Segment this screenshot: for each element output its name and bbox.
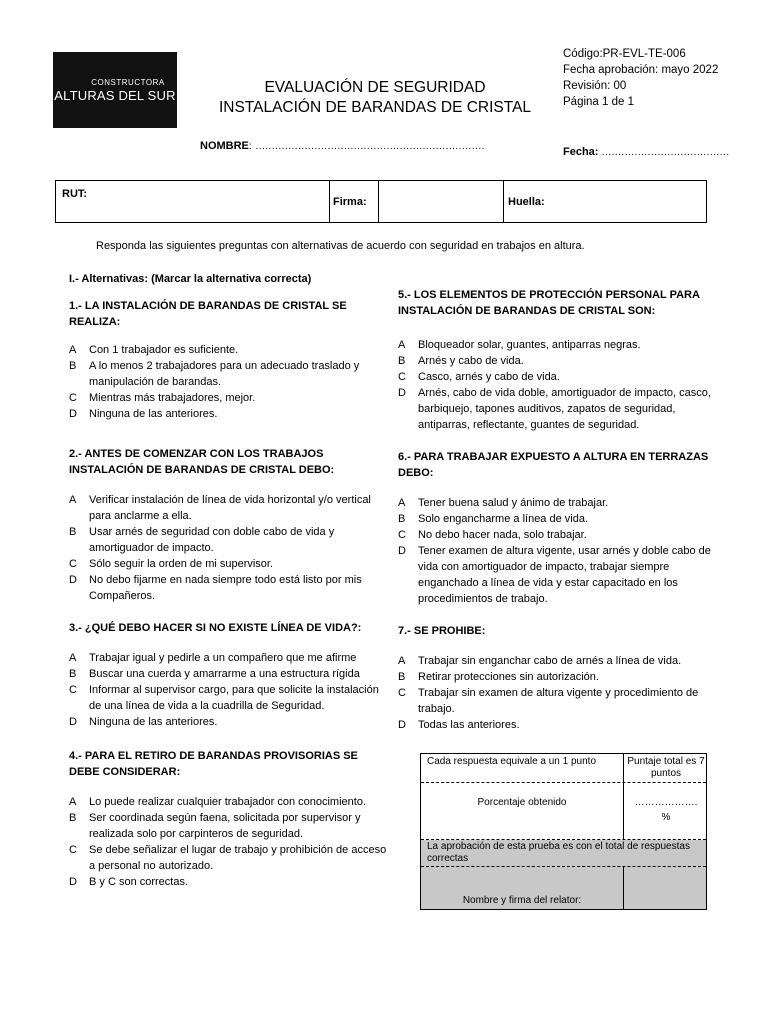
option-text: Trabajar igual y pedirle a un compañero que me afirme bbox=[89, 652, 357, 664]
option-letter: D bbox=[69, 574, 77, 586]
option-letter: C bbox=[69, 392, 77, 404]
option-letter: B bbox=[69, 812, 77, 824]
question-6-option-a[interactable] bbox=[398, 495, 713, 511]
question-1-option-b[interactable] bbox=[69, 358, 389, 390]
option-letter: C bbox=[69, 684, 77, 696]
option-text: Usar arnés de seguridad con doble cabo de vida y amortiguador de impacto. bbox=[89, 526, 335, 554]
option-letter: A bbox=[69, 652, 77, 664]
option-text: Trabajar sin enganchar cabo de arnés a línea de vida. bbox=[418, 655, 682, 667]
option-text: Solo engancharme a línea de vida. bbox=[418, 513, 589, 525]
total-points: Puntaje total es 7 puntos bbox=[627, 756, 705, 779]
firma-cell[interactable] bbox=[379, 181, 504, 222]
firma-label-cell bbox=[330, 181, 379, 222]
option-text: Ninguna de las anteriores. bbox=[89, 408, 218, 420]
option-text: Bloqueador solar, guantes, antiparras negras. bbox=[418, 339, 641, 351]
question-5-option-b[interactable] bbox=[398, 353, 713, 369]
option-letter: A bbox=[398, 655, 406, 667]
option-text: B y C son correctas. bbox=[89, 876, 189, 888]
huella-label: Huella: bbox=[508, 196, 545, 208]
question-1-options bbox=[69, 342, 389, 422]
question-6-title: 6.- PARA TRABAJAR EXPUESTO A ALTURA EN TERRAZAS DEBO: bbox=[398, 451, 709, 479]
option-text: Arnés y cabo de vida. bbox=[418, 355, 524, 367]
nombre-label: NOMBRE bbox=[200, 140, 249, 152]
question-1-option-a[interactable] bbox=[69, 342, 389, 358]
question-6-options bbox=[398, 495, 713, 607]
question-1-option-c[interactable] bbox=[69, 390, 389, 406]
option-text: A lo menos 2 trabajadores para un adecuado traslado y manipulación de barandas. bbox=[89, 360, 360, 388]
question-4-title: 4.- PARA EL RETIRO DE BARANDAS PROVISORIAS SE DEBE CONSIDERAR: bbox=[69, 750, 358, 778]
question-6-option-b[interactable] bbox=[398, 511, 713, 527]
question-5-title: 5.- LOS ELEMENTOS DE PROTECCIÓN PERSONAL PARA INSTALACIÓN DE BARANDAS DE CRISTAL SON: bbox=[398, 289, 700, 317]
option-text: Buscar una cuerda y amarrarme a una estructura rígida bbox=[89, 668, 360, 680]
option-text: Informar al supervisor cargo, para que solicite la instalación de una línea de vida a la cuadrilla de Seguridad. bbox=[89, 684, 379, 712]
question-4-options bbox=[69, 794, 389, 890]
score-row-signature bbox=[421, 867, 706, 909]
option-letter: D bbox=[398, 387, 406, 399]
document-title bbox=[200, 78, 550, 118]
question-6-option-c[interactable] bbox=[398, 527, 713, 543]
question-3-title: 3.- ¿QUÉ DEBO HACER SI NO EXISTE LÍNEA DE VIDA?: bbox=[69, 622, 362, 634]
option-letter: C bbox=[398, 529, 406, 541]
huella-cell[interactable] bbox=[504, 181, 706, 222]
score-row-percentage bbox=[421, 783, 706, 840]
rut-label: RUT: bbox=[62, 188, 88, 200]
option-text: Ninguna de las anteriores. bbox=[89, 716, 218, 728]
question-4-option-d[interactable] bbox=[69, 874, 389, 890]
question-2-option-d[interactable] bbox=[69, 572, 389, 604]
question-3-options bbox=[69, 650, 389, 730]
title-line-2: INSTALACIÓN DE BARANDAS DE CRISTAL bbox=[218, 99, 532, 116]
company-logo bbox=[53, 52, 177, 128]
question-5-option-a[interactable] bbox=[398, 337, 713, 353]
option-letter: C bbox=[398, 371, 406, 383]
option-letter: A bbox=[69, 796, 77, 808]
option-letter: D bbox=[69, 408, 77, 420]
question-1-title: 1.- LA INSTALACIÓN DE BARANDAS DE CRISTAL SE REALIZA: bbox=[69, 300, 347, 328]
question-7-option-c[interactable] bbox=[398, 685, 713, 717]
option-letter: C bbox=[69, 558, 77, 570]
option-letter: A bbox=[69, 494, 77, 506]
firma-label: Firma: bbox=[333, 196, 367, 208]
question-5-option-c[interactable] bbox=[398, 369, 713, 385]
option-letter: D bbox=[398, 719, 406, 731]
option-text: Tener examen de altura vigente, usar arnés y doble cabo de vida con amortiguador de impacto, trabajar siempre enganchado a línea de vida y estar capacitado en los procedimientos de trabajo. bbox=[418, 545, 711, 605]
fecha-dots: ....................................... bbox=[598, 147, 730, 158]
option-text: Ser coordinada según faena, solicitada por supervisor y realizada solo por carpinteros de seguridad. bbox=[89, 812, 361, 840]
score-divider-top bbox=[623, 754, 624, 840]
question-2-option-c[interactable] bbox=[69, 556, 389, 572]
score-divider-bottom bbox=[623, 867, 624, 909]
option-letter: B bbox=[398, 355, 406, 367]
option-letter: A bbox=[69, 344, 77, 356]
question-1-option-d[interactable] bbox=[69, 406, 389, 422]
question-4-option-a[interactable] bbox=[69, 794, 389, 810]
title-line-1: EVALUACIÓN DE SEGURIDAD bbox=[264, 79, 486, 96]
logo-big-text: ALTURAS DEL SUR bbox=[54, 87, 176, 103]
left-column bbox=[69, 271, 389, 890]
percentage-dots[interactable]: ………………. bbox=[634, 797, 698, 808]
approval-note: La aprobación de esta prueba es con el total de respuestas correctas bbox=[427, 841, 690, 864]
option-letter: A bbox=[398, 339, 406, 351]
question-3-option-d[interactable] bbox=[69, 714, 389, 730]
option-text: Con 1 trabajador es suficiente. bbox=[89, 344, 239, 356]
question-2-option-b[interactable] bbox=[69, 524, 389, 556]
fecha-field[interactable] bbox=[563, 142, 730, 160]
option-letter: D bbox=[398, 545, 406, 557]
option-letter: B bbox=[69, 668, 77, 680]
question-2-title: 2.- ANTES DE COMENZAR CON LOS TRABAJOS INSTALACIÓN DE BARANDAS DE CRISTAL DEBO: bbox=[69, 448, 335, 476]
meta-page: Página 1 de 1 bbox=[563, 96, 634, 108]
question-4-option-b[interactable] bbox=[69, 810, 389, 842]
rut-cell[interactable] bbox=[56, 181, 330, 222]
nombre-field[interactable] bbox=[200, 136, 485, 154]
option-letter: A bbox=[398, 497, 406, 509]
fecha-label: Fecha: bbox=[563, 146, 599, 158]
option-letter: B bbox=[398, 671, 406, 683]
right-column bbox=[398, 287, 713, 733]
question-3-option-c[interactable] bbox=[69, 682, 389, 714]
percentage-sign: % bbox=[661, 812, 671, 823]
question-2-option-a[interactable] bbox=[69, 492, 389, 524]
question-7-options bbox=[398, 653, 713, 733]
option-letter: C bbox=[69, 844, 77, 856]
option-text: Lo puede realizar cualquier trabajador con conocimiento. bbox=[89, 796, 367, 808]
instructor-signature-label: Nombre y firma del relator: bbox=[462, 895, 582, 906]
question-5-option-d[interactable] bbox=[398, 385, 713, 433]
percentage-label: Porcentaje obtenido bbox=[477, 797, 567, 808]
meta-approval-date: Fecha aprobación: mayo 2022 bbox=[563, 64, 719, 76]
question-2-options bbox=[69, 492, 389, 604]
option-text: Verificar instalación de línea de vida horizontal y/o vertical para anclarme a ella. bbox=[89, 494, 371, 522]
question-3-option-a[interactable] bbox=[69, 650, 389, 666]
option-text: Todas las anteriores. bbox=[418, 719, 520, 731]
option-text: Tener buena salud y ánimo de trabajar. bbox=[418, 497, 609, 509]
section-title: I.- Alternativas: (Marcar la alternativa correcta) bbox=[69, 273, 312, 285]
score-box bbox=[420, 753, 707, 910]
question-7-option-a[interactable] bbox=[398, 653, 713, 669]
option-text: Se debe señalizar el lugar de trabajo y prohibición de acceso a personal no autorizado. bbox=[89, 844, 387, 872]
option-letter: B bbox=[69, 360, 77, 372]
option-text: Sólo seguir la orden de mi supervisor. bbox=[89, 558, 274, 570]
question-7-option-d[interactable] bbox=[398, 717, 713, 733]
option-text: Retirar protecciones sin autorización. bbox=[418, 671, 599, 683]
score-row-approval bbox=[421, 840, 706, 867]
points-per-answer: Cada respuesta equivale a un 1 punto bbox=[427, 756, 597, 767]
nombre-dots: : ...................................................................... bbox=[248, 141, 485, 152]
option-letter: B bbox=[69, 526, 77, 538]
option-letter: D bbox=[69, 716, 77, 728]
question-5-options bbox=[398, 337, 713, 433]
score-row-points bbox=[421, 754, 706, 783]
question-4-option-c[interactable] bbox=[69, 842, 389, 874]
option-letter: C bbox=[398, 687, 406, 699]
logo-small-text: CONSTRUCTORA bbox=[91, 77, 165, 87]
identity-table bbox=[55, 180, 707, 223]
instructions-text: Responda las siguientes preguntas con alternativas de acuerdo con seguridad en trabajos en altura. bbox=[96, 240, 585, 252]
meta-code: Código:PR-EVL-TE-006 bbox=[563, 48, 686, 60]
option-text: No debo hacer nada, solo trabajar. bbox=[418, 529, 587, 541]
option-text: No debo fijarme en nada siempre todo está listo por mis Compañeros. bbox=[89, 574, 362, 602]
question-3-option-b[interactable] bbox=[69, 666, 389, 682]
option-letter: B bbox=[398, 513, 406, 525]
option-letter: D bbox=[69, 876, 77, 888]
option-text: Casco, arnés y cabo de vida. bbox=[418, 371, 560, 383]
option-text: Arnés, cabo de vida doble, amortiguador de impacto, casco, barbiquejo, tapones auditivos, zapatos de seguridad, antiparras, reflectante, guantes de seguridad. bbox=[418, 387, 711, 431]
meta-revision: Revisión: 00 bbox=[563, 80, 627, 92]
question-6-option-d[interactable] bbox=[398, 543, 713, 607]
question-7-option-b[interactable] bbox=[398, 669, 713, 685]
document-meta bbox=[563, 46, 718, 110]
question-7-title: 7.- SE PROHIBE: bbox=[398, 625, 486, 637]
option-text: Mientras más trabajadores, mejor. bbox=[89, 392, 256, 404]
option-text: Trabajar sin examen de altura vigente y procedimiento de trabajo. bbox=[418, 687, 699, 715]
